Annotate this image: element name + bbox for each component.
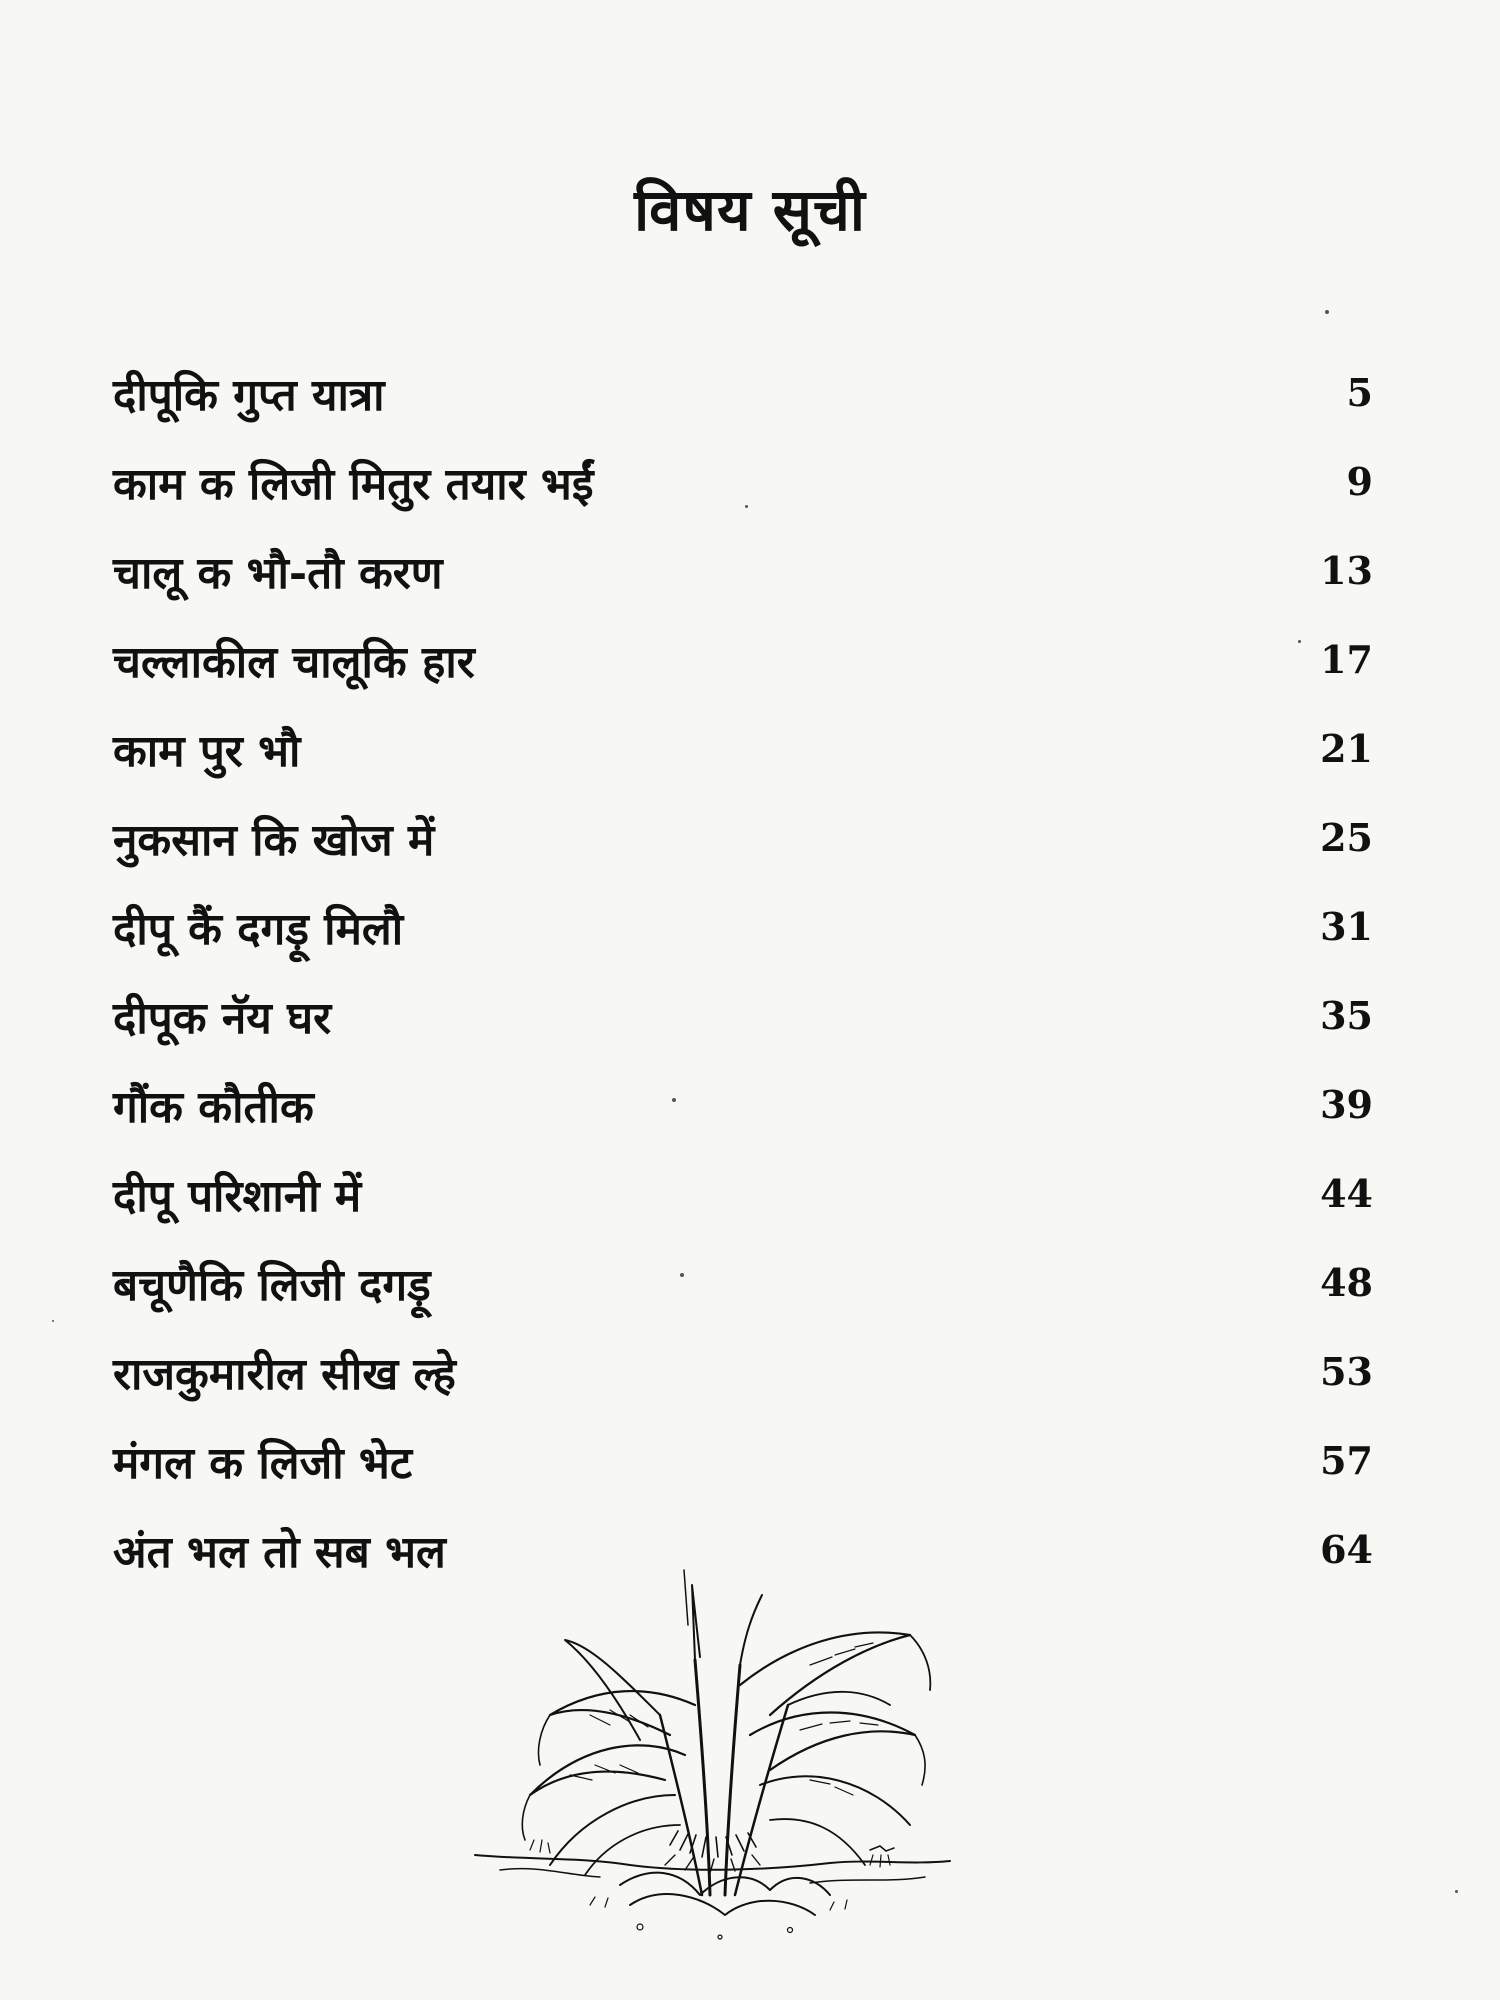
toc-entry-title: दीपूकि गुप्त यात्रा [113, 369, 385, 421]
toc-entry-title: काम पुर भौ [113, 725, 301, 777]
toc-entry-title: बचूणैकि लिजी दगड़ू [113, 1259, 431, 1311]
toc-entry [113, 348, 1373, 437]
toc-entry [113, 971, 1373, 1060]
toc-entry-page: 9 [1346, 459, 1373, 504]
toc-entry-page: 44 [1320, 1171, 1373, 1216]
toc-entry-title: मंगल क लिजी भेट [113, 1437, 413, 1489]
toc-entry [113, 882, 1373, 971]
toc-entry [113, 1327, 1373, 1416]
toc-entry [113, 526, 1373, 615]
plant-sketch-icon [470, 1565, 990, 1965]
toc-entry-title: काम क लिजी मितुर तयार भईं [113, 458, 594, 510]
page-title: विषय सूची [634, 176, 866, 244]
toc-entry-page: 13 [1320, 548, 1373, 593]
toc-entry-title: चल्लाकील चालूकि हार [113, 636, 475, 688]
toc-entry-page: 48 [1320, 1260, 1373, 1305]
toc-entry-title: दीपूक नॅय घर [113, 992, 332, 1044]
toc-entry [113, 615, 1373, 704]
toc-entry-page: 21 [1320, 726, 1373, 771]
toc-entry [113, 1060, 1373, 1149]
toc-entry [113, 704, 1373, 793]
paper-speck [52, 1320, 54, 1322]
toc-entry-page: 53 [1320, 1349, 1373, 1394]
paper-speck [1325, 310, 1329, 314]
toc-entry-page: 31 [1320, 904, 1373, 949]
toc-entry-title: दीपू कैं दगड़ू मिलौ [113, 903, 404, 955]
toc-entry [113, 793, 1373, 882]
toc-entry-page: 5 [1346, 370, 1373, 415]
toc-entry-page: 39 [1320, 1082, 1373, 1127]
toc-entry-title: नुकसान कि खोज में [113, 814, 435, 866]
toc-entry-page: 57 [1320, 1438, 1373, 1483]
toc-entry [113, 437, 1373, 526]
toc-entry-title: राजकुमारील सीख ल्हे [113, 1348, 456, 1400]
toc-entry-title: अंत भल तो सब भल [113, 1526, 446, 1578]
toc-entry-title: चालू क भौ-तौ करण [113, 547, 443, 599]
toc-entry-page: 17 [1320, 637, 1373, 682]
toc-entry [113, 1238, 1373, 1327]
toc-entry-page: 25 [1320, 815, 1373, 860]
paper-speck [1455, 1890, 1458, 1893]
toc-entry [113, 1416, 1373, 1505]
toc-entry-page: 35 [1320, 993, 1373, 1038]
toc-entry-title: गौंक कौतीक [113, 1081, 314, 1133]
toc-entry-title: दीपू परिशानी में [113, 1170, 362, 1222]
table-of-contents [113, 348, 1373, 1594]
toc-entry-page: 64 [1320, 1527, 1373, 1572]
toc-entry [113, 1149, 1373, 1238]
